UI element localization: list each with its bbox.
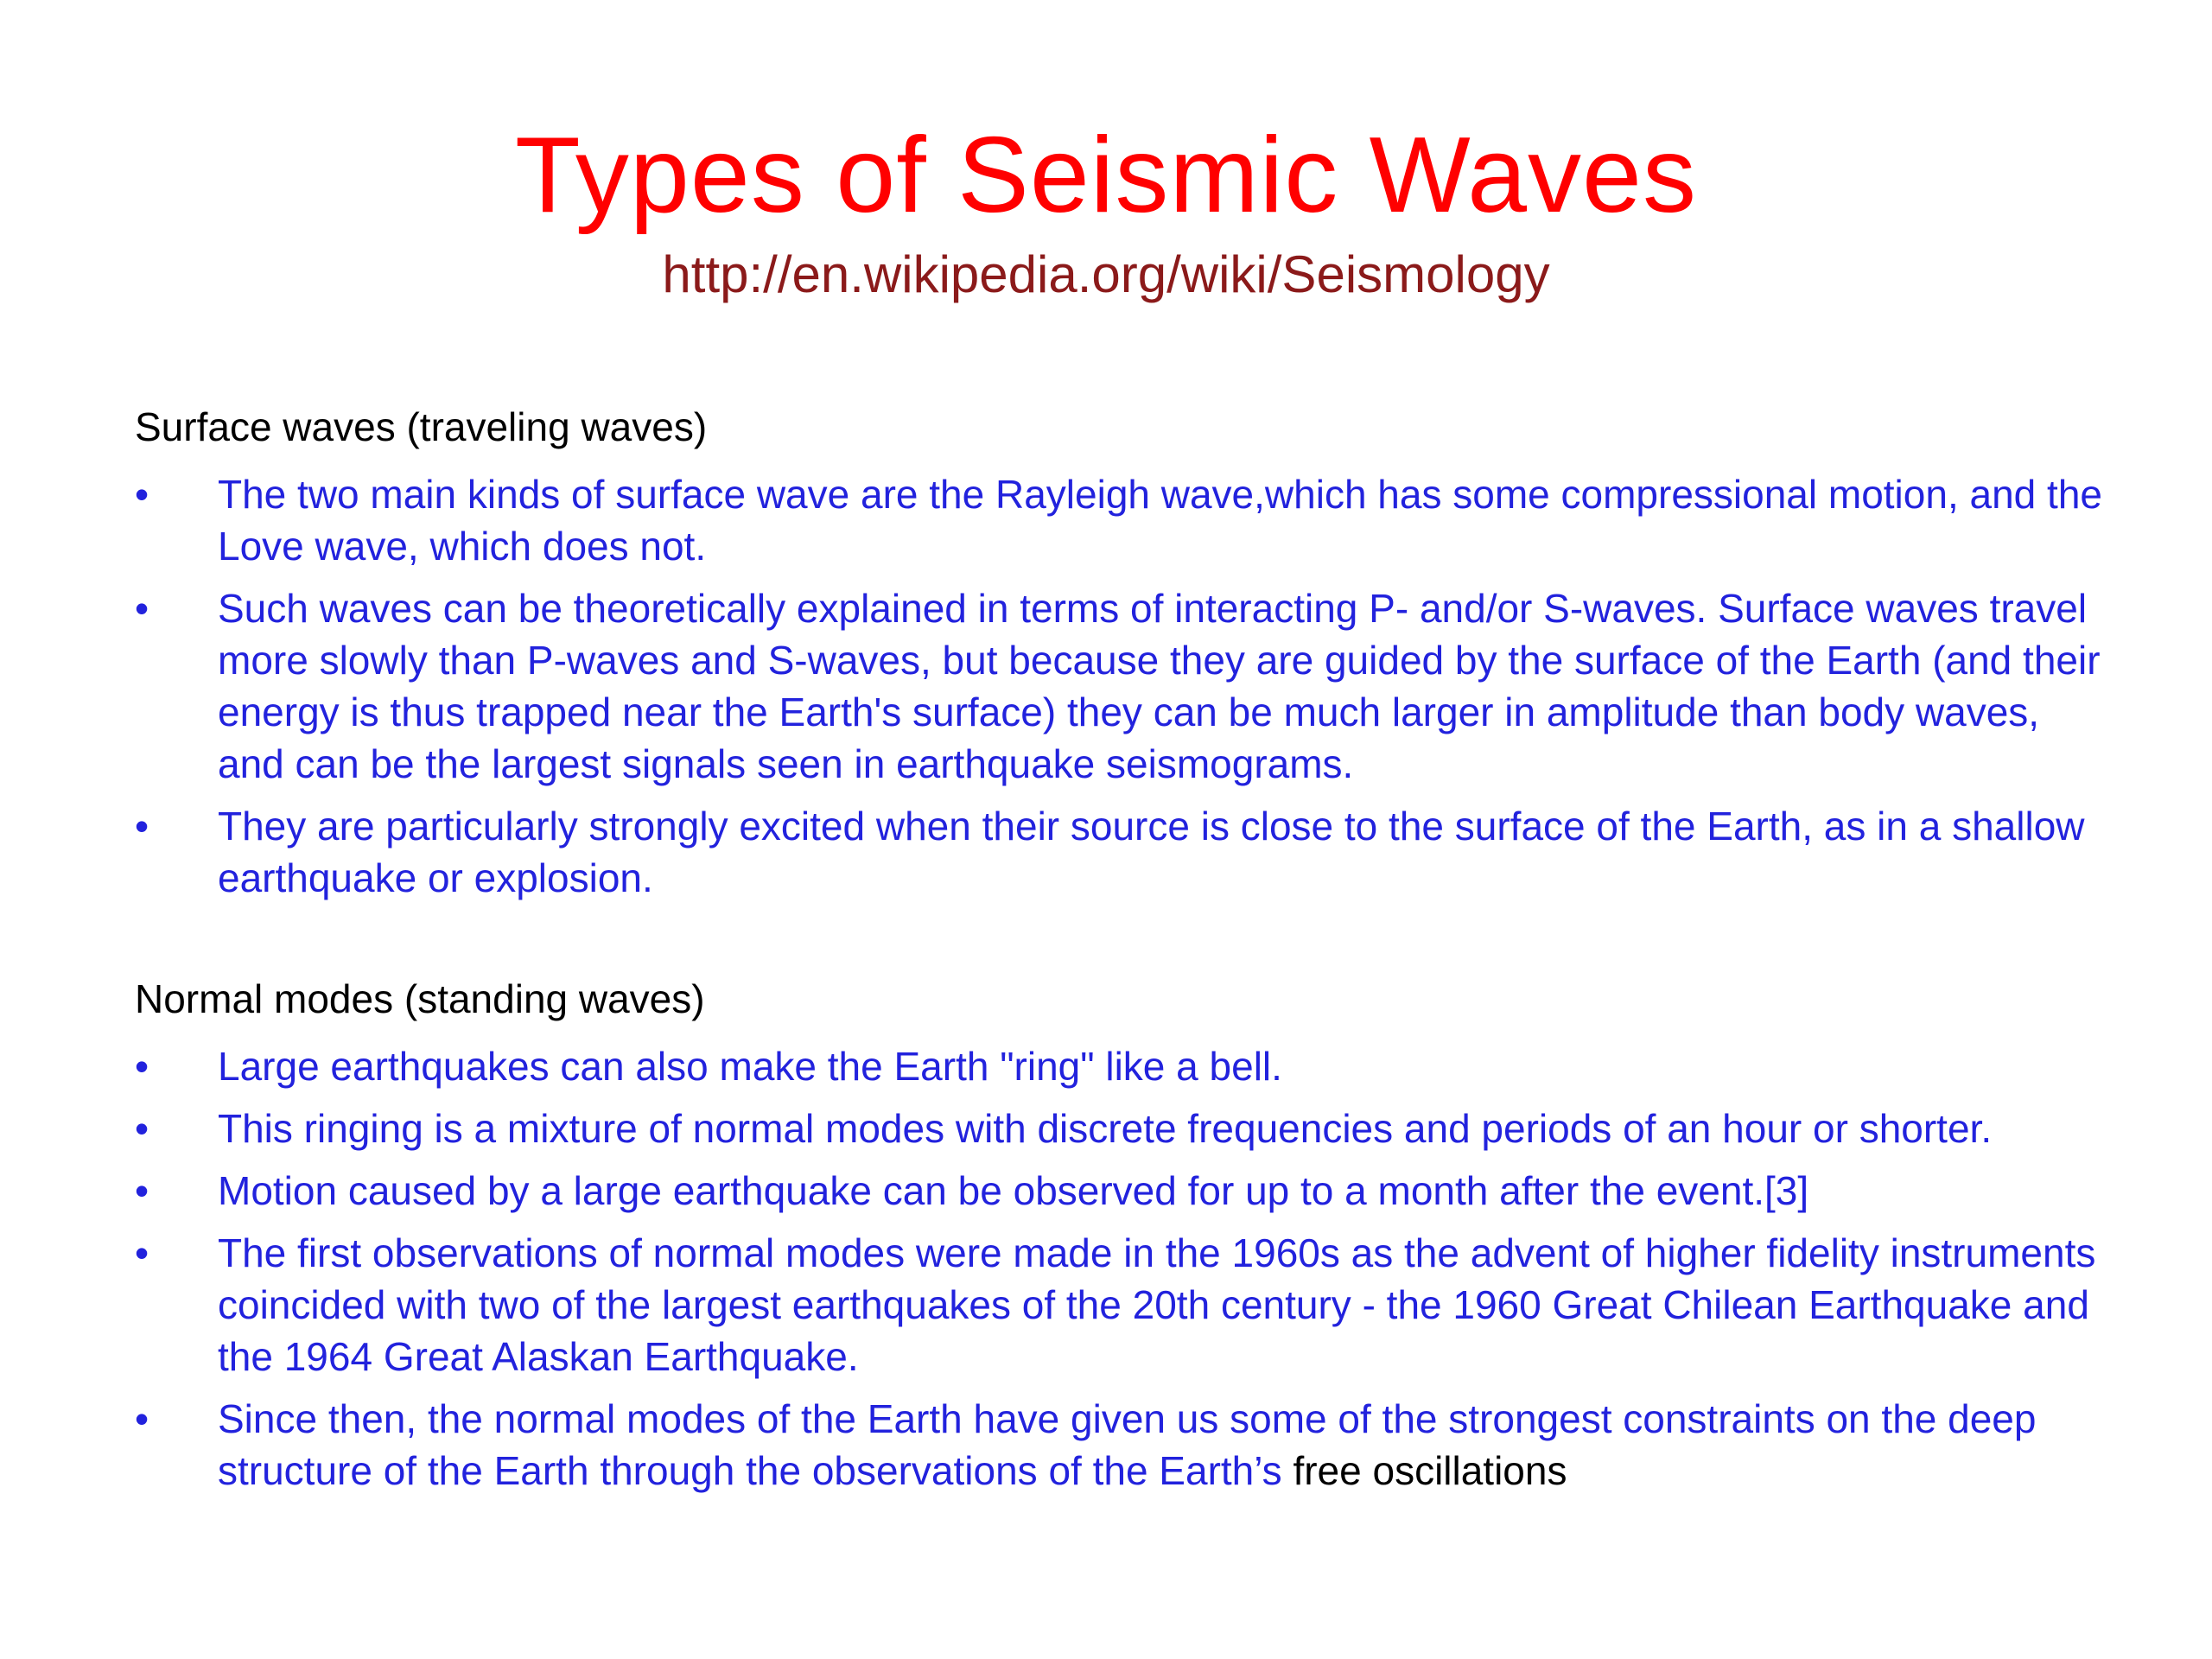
bullet-marker: • [135,1396,149,1441]
list-item [135,1393,2113,1497]
list-item-text: Large earthquakes can also make the Earth "ring" like a bell. [218,1044,1282,1089]
list-item [135,1227,2113,1382]
bullet-marker: • [135,586,149,631]
bullet-list [135,468,2113,904]
section-heading: Surface waves (traveling waves) [135,404,708,449]
free-oscillations-text: free oscillations [1293,1448,1567,1493]
list-item-text: This ringing is a mixture of normal modes with discrete frequencies and periods of an hour or shorter. [218,1106,1993,1151]
list-item [135,1165,2113,1217]
bullet-marker: • [135,1230,149,1275]
list-item-text: Such waves can be theoretically explained in terms of interacting P- and/or S-waves. Surface waves travel more slowly than P-waves and S-waves, but because they are guided by the surface of the Earth (and their energy is thus trapped near the Earth's surface) they can be much larger in amplitude than body waves, and can be the largest signals seen in earthquake seismograms. [218,586,2101,786]
bullet-marker: • [135,472,149,517]
slide-title: Types of Seismic Waves [514,116,1698,235]
bullet-marker: • [135,1106,149,1151]
list-item-text: They are particularly strongly excited when their source is close to the surface of the Earth, as in a shallow earthquake or explosion. [218,804,2085,900]
bullet-list [135,1040,2113,1497]
section-normal-modes [135,968,2113,1497]
list-item-text: The two main kinds of surface wave are the Rayleigh wave,which has some compressional motion, and the Love wave, which does not. [218,472,2102,569]
source-url: http://en.wikipedia.org/wiki/Seismology [662,245,1550,303]
list-item [135,468,2113,572]
list-item-text: The first observations of normal modes were made in the 1960s as the advent of higher fidelity instruments coincided with two of the largest earthquakes of the 20th century - the 1960 Great Chilean Earthquake and the 1964 Great Alaskan Earthquake. [218,1230,2096,1379]
list-item [135,800,2113,904]
list-item [135,582,2113,790]
list-item [135,1040,2113,1092]
list-item [135,1103,2113,1154]
section-surface-waves [135,396,2113,904]
list-item-text: Motion caused by a large earthquake can be observed for up to a month after the event.[3] [218,1168,1809,1213]
bullet-marker: • [135,1168,149,1213]
list-item-text: Since then, the normal modes of the Earth have given us some of the strongest constraints on the deep structure of the Earth through the observations of the Earth’s [218,1396,2037,1493]
bullet-marker: • [135,804,149,849]
section-heading: Normal modes (standing waves) [135,976,705,1021]
bullet-marker: • [135,1044,149,1089]
